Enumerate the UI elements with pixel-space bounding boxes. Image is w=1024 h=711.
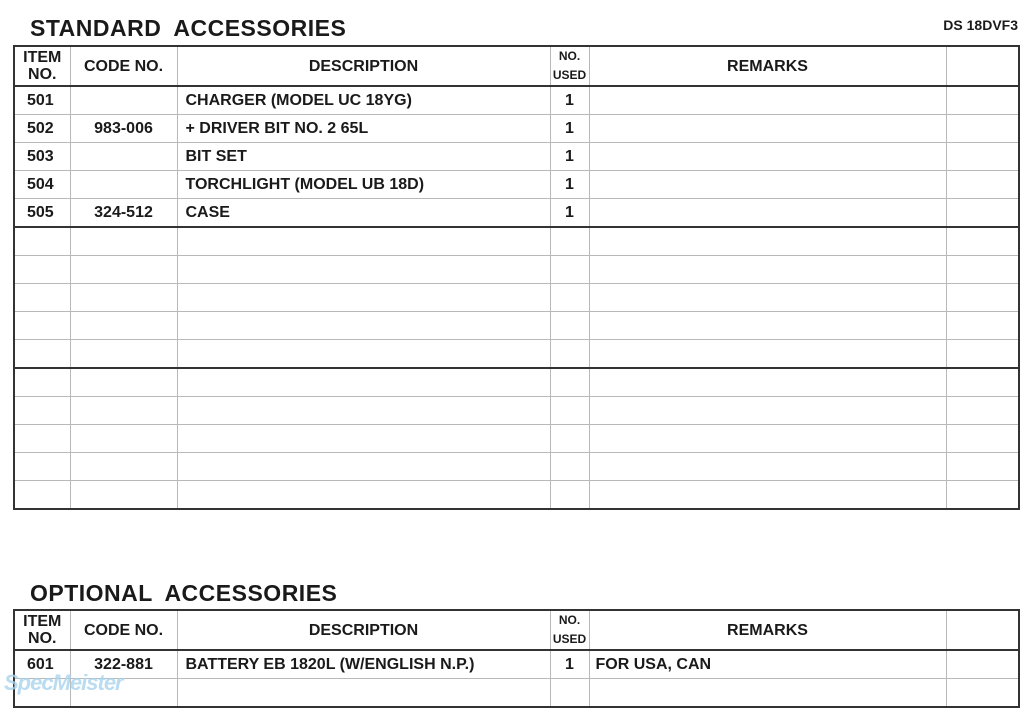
cell-blank <box>946 115 1019 143</box>
header-remarks: REMARKS <box>589 610 946 650</box>
cell-code <box>70 143 177 171</box>
cell-blank <box>946 199 1019 228</box>
cell-description <box>177 397 550 425</box>
cell-remarks: FOR USA, CAN <box>589 650 946 679</box>
table-row <box>14 312 1019 340</box>
table-row <box>14 115 1019 143</box>
cell-remarks <box>589 143 946 171</box>
cell-code <box>70 86 177 115</box>
standard-accessories-title: STANDARD ACCESSORIES <box>30 15 347 41</box>
table-row <box>14 481 1019 510</box>
cell-blank <box>946 143 1019 171</box>
header-blank <box>946 46 1019 86</box>
cell-remarks <box>589 115 946 143</box>
cell-code: 322-881 <box>70 650 177 679</box>
cell-blank <box>946 256 1019 284</box>
cell-remarks <box>589 284 946 312</box>
cell-code <box>70 368 177 397</box>
cell-blank <box>946 312 1019 340</box>
cell-item <box>14 312 70 340</box>
table-row <box>14 256 1019 284</box>
table-row <box>14 340 1019 369</box>
header-item-no: ITEM NO. <box>14 46 70 86</box>
header-blank <box>946 610 1019 650</box>
table-row <box>14 86 1019 115</box>
watermark-logo: SpecMeister <box>4 670 123 695</box>
standard-accessories-table <box>13 45 1020 510</box>
cell-code <box>70 453 177 481</box>
table-row <box>14 199 1019 228</box>
model-code: DS 18DVF3 <box>943 17 1018 33</box>
cell-blank <box>946 171 1019 199</box>
cell-remarks <box>589 86 946 115</box>
header-description: DESCRIPTION <box>177 46 550 86</box>
cell-qty: 1 <box>550 199 589 228</box>
cell-qty <box>550 481 589 510</box>
cell-qty <box>550 453 589 481</box>
header-code-no: CODE NO. <box>70 46 177 86</box>
cell-description <box>177 227 550 256</box>
cell-item: 502 <box>14 115 70 143</box>
cell-qty <box>550 340 589 369</box>
cell-item <box>14 453 70 481</box>
cell-code <box>70 284 177 312</box>
cell-blank <box>946 650 1019 679</box>
cell-remarks <box>589 679 946 708</box>
cell-qty <box>550 284 589 312</box>
cell-description <box>177 284 550 312</box>
cell-blank <box>946 284 1019 312</box>
cell-blank <box>946 679 1019 708</box>
cell-blank <box>946 481 1019 510</box>
table-row <box>14 227 1019 256</box>
cell-remarks <box>589 199 946 228</box>
cell-item <box>14 397 70 425</box>
cell-qty <box>550 679 589 708</box>
header-description: DESCRIPTION <box>177 610 550 650</box>
cell-code <box>70 340 177 369</box>
optional-accessories-title: OPTIONAL ACCESSORIES <box>30 580 338 606</box>
cell-description <box>177 340 550 369</box>
cell-blank <box>946 340 1019 369</box>
cell-remarks <box>589 425 946 453</box>
cell-qty <box>550 425 589 453</box>
cell-item <box>14 256 70 284</box>
cell-item: 505 <box>14 199 70 228</box>
cell-description: CASE <box>177 199 550 228</box>
cell-description <box>177 481 550 510</box>
cell-remarks <box>589 453 946 481</box>
cell-remarks <box>589 312 946 340</box>
optional-accessories-table <box>13 609 1020 708</box>
cell-item <box>14 227 70 256</box>
table-header-row <box>14 610 1019 650</box>
cell-blank <box>946 227 1019 256</box>
cell-qty <box>550 256 589 284</box>
cell-description: CHARGER (MODEL UC 18YG) <box>177 86 550 115</box>
header-remarks: REMARKS <box>589 46 946 86</box>
cell-item <box>14 368 70 397</box>
cell-description <box>177 425 550 453</box>
header-code-no: CODE NO. <box>70 610 177 650</box>
cell-description: BIT SET <box>177 143 550 171</box>
table-row <box>14 397 1019 425</box>
table-header-row <box>14 46 1019 86</box>
cell-remarks <box>589 340 946 369</box>
cell-qty: 1 <box>550 115 589 143</box>
cell-blank <box>946 86 1019 115</box>
cell-remarks <box>589 227 946 256</box>
table-row <box>14 425 1019 453</box>
header-item-no: ITEM NO. <box>14 610 70 650</box>
cell-description: BATTERY EB 1820L (W/ENGLISH N.P.) <box>177 650 550 679</box>
cell-item <box>14 425 70 453</box>
cell-code <box>70 312 177 340</box>
cell-code <box>70 256 177 284</box>
cell-qty: 1 <box>550 171 589 199</box>
cell-code <box>70 425 177 453</box>
cell-qty <box>550 368 589 397</box>
table-row <box>14 650 1019 679</box>
header-no-used: NO. USED <box>550 46 589 86</box>
cell-blank <box>946 397 1019 425</box>
cell-code: 983-006 <box>70 115 177 143</box>
cell-item: 503 <box>14 143 70 171</box>
cell-code <box>70 397 177 425</box>
cell-qty <box>550 397 589 425</box>
cell-remarks <box>589 397 946 425</box>
cell-description: + DRIVER BIT NO. 2 65L <box>177 115 550 143</box>
cell-code <box>70 171 177 199</box>
cell-item: 504 <box>14 171 70 199</box>
cell-description <box>177 453 550 481</box>
cell-item <box>14 340 70 369</box>
cell-qty: 1 <box>550 143 589 171</box>
cell-remarks <box>589 368 946 397</box>
cell-qty <box>550 227 589 256</box>
cell-blank <box>946 425 1019 453</box>
table-row <box>14 143 1019 171</box>
cell-qty <box>550 312 589 340</box>
cell-qty: 1 <box>550 86 589 115</box>
cell-remarks <box>589 256 946 284</box>
cell-code <box>70 227 177 256</box>
cell-blank <box>946 453 1019 481</box>
table-row <box>14 453 1019 481</box>
cell-item: 501 <box>14 86 70 115</box>
cell-description <box>177 312 550 340</box>
table-row <box>14 171 1019 199</box>
cell-item <box>14 481 70 510</box>
cell-qty: 1 <box>550 650 589 679</box>
cell-description: TORCHLIGHT (MODEL UB 18D) <box>177 171 550 199</box>
cell-code <box>70 481 177 510</box>
header-no-used: NO. USED <box>550 610 589 650</box>
cell-remarks <box>589 171 946 199</box>
cell-item <box>14 284 70 312</box>
table-row <box>14 368 1019 397</box>
table-row <box>14 284 1019 312</box>
table-row <box>14 679 1019 708</box>
cell-description <box>177 256 550 284</box>
cell-description <box>177 368 550 397</box>
cell-item: 601 <box>14 650 70 679</box>
cell-description <box>177 679 550 708</box>
cell-code: 324-512 <box>70 199 177 228</box>
cell-remarks <box>589 481 946 510</box>
cell-blank <box>946 368 1019 397</box>
